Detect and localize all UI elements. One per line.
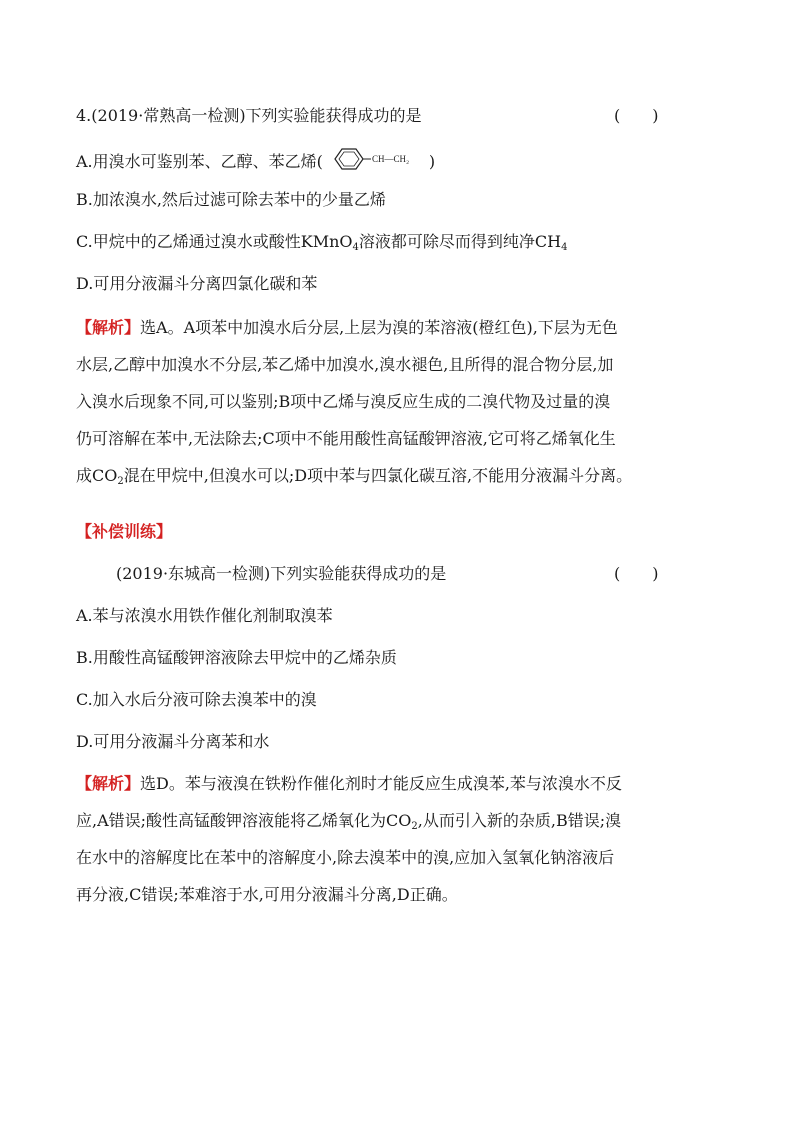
question-4-stem-text: 4.(2019·常熟高一检测)下列实验能获得成功的是 [76,106,422,125]
supplement-option-d-text: D.可用分液漏斗分离苯和水 [76,732,270,751]
option-c-subscript-1: 4 [352,242,359,253]
analysis-2-tag: 【解析】 [76,774,141,793]
styrene-structure-icon [325,146,429,179]
analysis-1-line-4: 仍可溶解在苯中,无法除去;C项中不能用酸性高锰酸钾溶液,它可将乙烯氧化生 [76,429,616,448]
question-4-option-b [76,188,386,212]
supplement-stem [116,562,446,586]
analysis-1-line-1 [76,309,722,346]
supplement-option-a-text: A.苯与浓溴水用铁作催化剂制取溴苯 [76,606,333,625]
analysis-1-line-5-pre: 成CO [76,466,118,485]
supplement-option-b-text: B.用酸性高锰酸钾溶液除去甲烷中的乙烯杂质 [76,648,397,667]
analysis-2-line-2-pre: 应,A错误;酸性高锰酸钾溶液能将乙烯氧化为CO [76,811,412,830]
analysis-1-line-5-post: 混在甲烷中,但溴水可以;D项中苯与四氯化碳互溶,不能用分液漏斗分离。 [123,466,633,485]
supplement-option-a [76,604,333,628]
analysis-2-line-1 [76,765,722,802]
analysis-2-line-3: 在水中的溶解度比在苯中的溶解度小,除去溴苯中的溴,应加入氢氧化钠溶液后 [76,848,615,867]
question-4-answer-paren: ( ) [614,106,659,125]
analysis-2-line-2 [76,802,722,839]
option-b-text: B.加浓溴水,然后过滤可除去苯中的少量乙烯 [76,190,386,209]
question-4-stem [76,104,422,128]
analysis-1-line-5-sub: 2 [117,476,124,487]
supplement-option-b [76,646,397,670]
analysis-2-line-1-text: 选D。苯与液溴在铁粉作催化剂时才能反应生成溴苯,苯与浓溴水不反 [140,774,622,793]
analysis-2-line-4: 再分液,C错误;苯难溶于水,可用分液漏斗分离,D正确。 [76,885,458,904]
analysis-1 [76,309,722,494]
option-a-close-paren: ) [428,152,436,171]
analysis-1-line-2: 水层,乙醇中加溴水不分层,苯乙烯中加溴水,溴水褪色,且所得的混合物分层,加 [76,355,614,374]
question-4-option-a [76,146,435,176]
analysis-2-line-2-post: ,从而引入新的杂质,B错误;溴 [417,811,622,830]
supplement-option-d [76,730,269,754]
supplement-heading [76,520,172,544]
analysis-1-line-5 [76,457,722,494]
supplement-option-c-text: C.加入水后分液可除去溴苯中的溴 [76,690,317,709]
option-a-text: A.用溴水可鉴别苯、乙醇、苯乙烯( [76,152,323,171]
supplement-option-c [76,688,317,712]
question-4-option-c [76,230,567,254]
analysis-1-tag: 【解析】 [76,318,141,337]
styrene-label: CH—CH₂ [371,154,410,164]
supplement-stem-text: (2019·东城高一检测)下列实验能获得成功的是 [116,564,447,583]
analysis-1-line-3: 入溴水后现象不同,可以鉴别;B项中乙烯与溴反应生成的二溴代物及过量的溴 [76,392,611,411]
option-c-text-mid: 溶液都可除尽而得到纯净CH [358,232,562,251]
supplement-answer-paren: ( ) [614,564,659,583]
option-c-text-pre: C.甲烷中的乙烯通过溴水或酸性KMnO [76,232,353,251]
option-d-text: D.可用分液漏斗分离四氯化碳和苯 [76,274,318,293]
analysis-1-line-1-text: 选A。A项苯中加溴水后分层,上层为溴的苯溶液(橙红色),下层为无色 [140,318,618,337]
supplement-tag: 【补偿训练】 [76,522,173,541]
analysis-2-line-2-sub: 2 [411,821,418,832]
question-4-option-d [76,272,317,296]
analysis-2 [76,765,722,913]
option-c-subscript-2: 4 [561,242,568,253]
